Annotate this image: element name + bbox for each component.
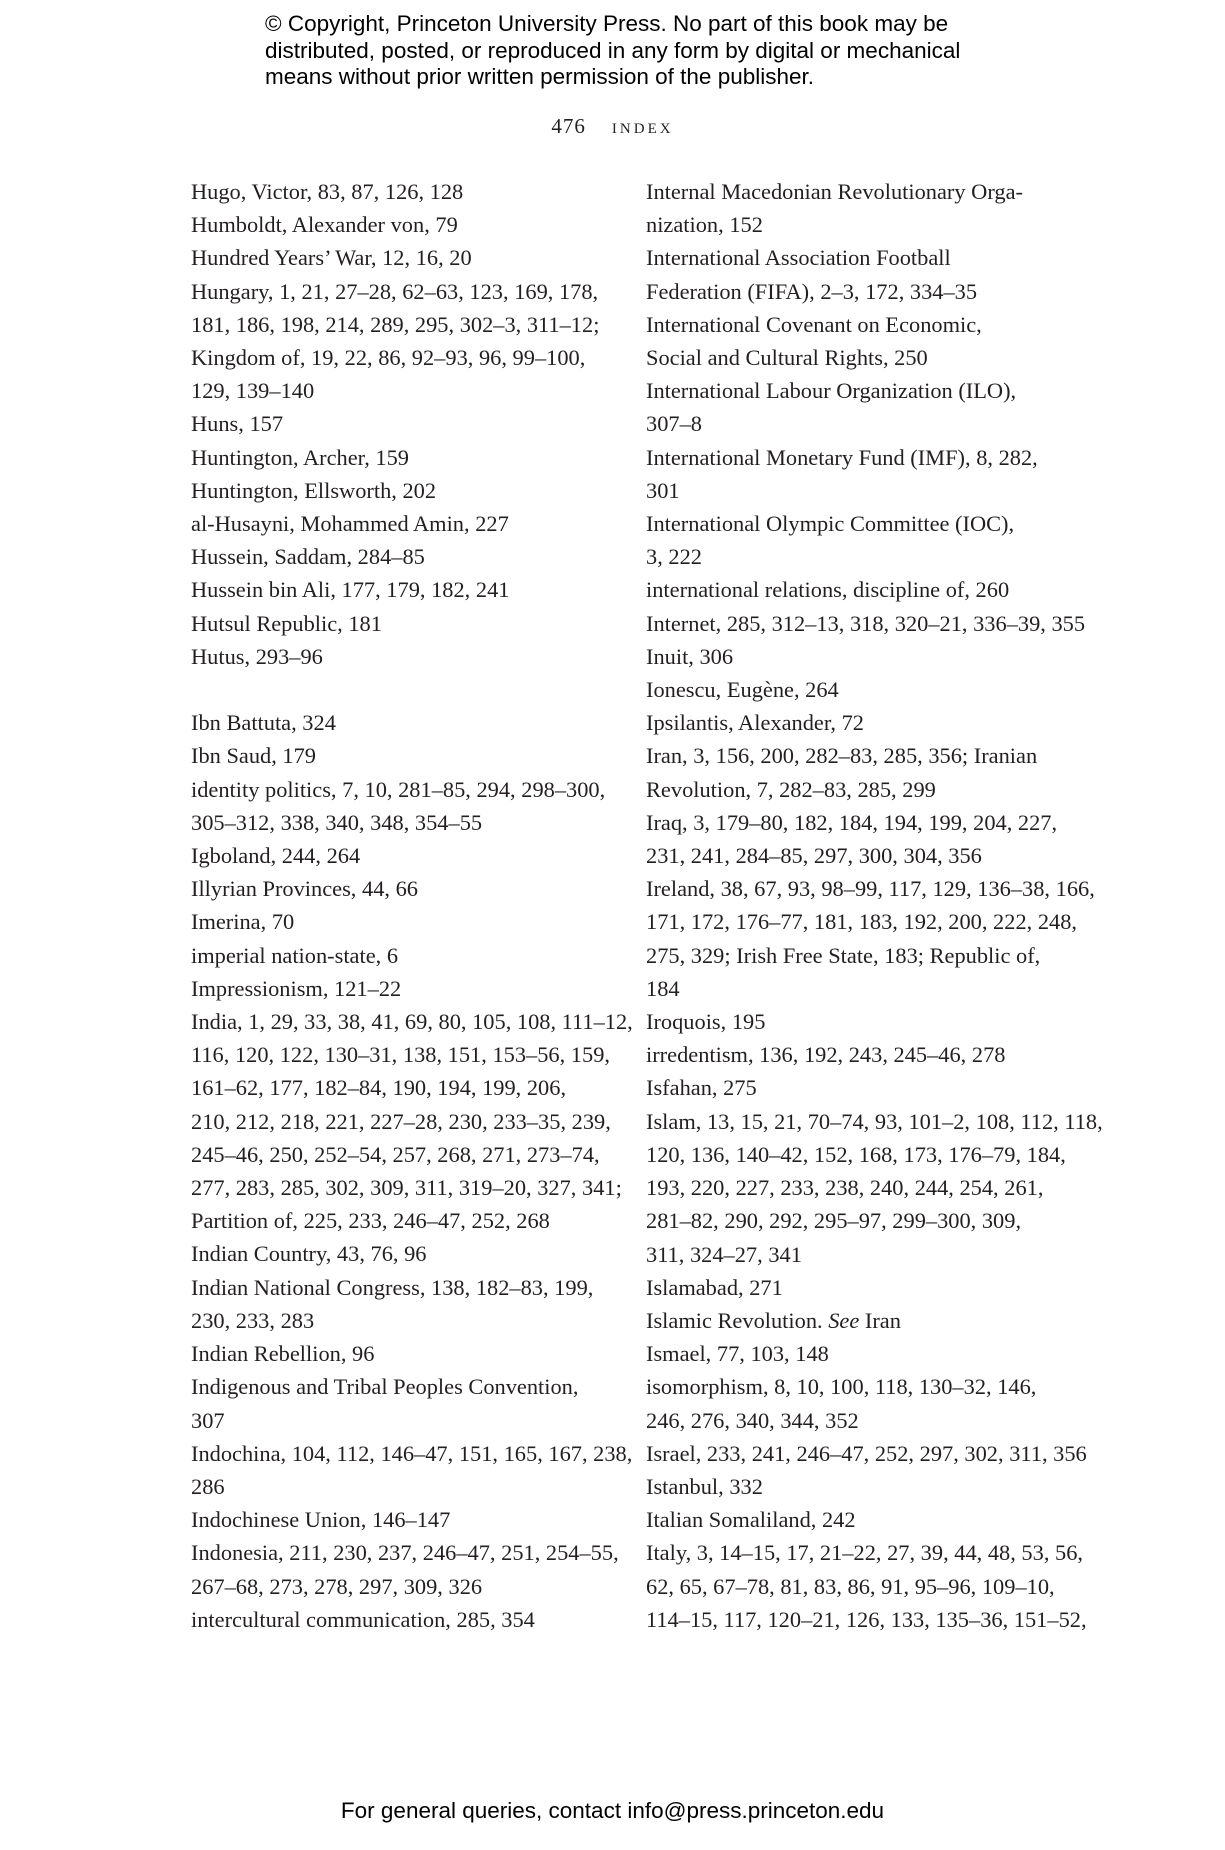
index-entry <box>646 573 1086 606</box>
index-entry-line: Igboland, 244, 264 <box>191 843 361 869</box>
index-entry <box>191 739 611 772</box>
index-entry-line: 281–82, 290, 292, 295–97, 299–300, 309, <box>646 1208 1022 1234</box>
index-entry-line: nization, 152 <box>646 212 763 238</box>
index-entry <box>646 1304 1086 1337</box>
index-entry-line: Indigenous and Tribal Peoples Convention, <box>191 1374 579 1400</box>
index-entry-line: 181, 186, 198, 214, 289, 295, 302–3, 311–12; <box>191 311 600 337</box>
index-entry-line: Ireland, 38, 67, 93, 98–99, 117, 129, 136–38, 166, <box>646 876 1095 902</box>
index-entry-line: Iraq, 3, 179–80, 182, 184, 194, 199, 204, 227, <box>646 809 1058 835</box>
index-entry <box>646 1038 1086 1071</box>
index-entry <box>646 673 1086 706</box>
index-entry-line: 193, 220, 227, 233, 238, 240, 244, 254, 261, <box>646 1175 1044 1201</box>
index-entry <box>191 773 611 839</box>
index-entry-line: Iran, 3, 156, 200, 282–83, 285, 356; Iranian <box>646 743 1038 769</box>
index-entry-line: 114–15, 117, 120–21, 126, 133, 135–36, 151–52, <box>646 1606 1087 1632</box>
copyright-line-3: means without prior written permission of the publisher. <box>265 64 815 89</box>
index-entry-line: Islamic Revolution. See Iran <box>646 1307 901 1333</box>
index-entry-line: international relations, discipline of, 260 <box>646 577 1010 603</box>
index-entry-line: Islamabad, 271 <box>646 1274 783 1300</box>
index-entry-line: Kingdom of, 19, 22, 86, 92–93, 96, 99–100, <box>191 345 586 371</box>
index-entry <box>646 507 1086 573</box>
index-entry <box>191 905 611 938</box>
section-gap <box>191 673 611 706</box>
index-entry <box>191 939 611 972</box>
index-entry-line: 301 <box>646 477 680 503</box>
index-entry-line: Indian Country, 43, 76, 96 <box>191 1241 427 1267</box>
index-entry <box>646 1437 1086 1470</box>
running-head <box>0 114 1225 139</box>
index-entry <box>646 1536 1086 1636</box>
index-entry <box>191 1370 611 1436</box>
index-entry-line: intercultural communication, 285, 354 <box>191 1606 535 1632</box>
index-entry-line: Inuit, 306 <box>646 643 734 669</box>
index-column-right <box>646 175 1103 1636</box>
index-entry-line: Hugo, Victor, 83, 87, 126, 128 <box>191 179 464 204</box>
index-entry <box>191 441 611 474</box>
index-entry-line: irredentism, 136, 192, 243, 245–46, 278 <box>646 1042 1006 1068</box>
index-entry <box>191 275 611 408</box>
index-entry-line: Impressionism, 121–22 <box>191 975 402 1001</box>
index-entry <box>191 1503 611 1536</box>
index-entry-line: Indian National Congress, 138, 182–83, 199, <box>191 1274 594 1300</box>
index-entry <box>646 872 1095 1005</box>
index-entry-line: 286 <box>191 1473 225 1499</box>
footer-contact: For general queries, contact info@press.princeton.edu <box>340 1798 885 1823</box>
index-entry <box>646 241 1086 307</box>
index-entry-line: International Labour Organization (ILO), <box>646 378 1017 404</box>
index-entry <box>646 607 1086 640</box>
index-entry <box>646 1337 1086 1370</box>
index-entry-line: Ibn Battuta, 324 <box>191 710 336 736</box>
index-entry <box>191 706 611 739</box>
index-entry-line: 184 <box>646 975 680 1001</box>
index-entry-line: Indochinese Union, 146–147 <box>191 1507 451 1533</box>
index-entry-line: 210, 212, 218, 221, 227–28, 230, 233–35, 239, <box>191 1108 611 1134</box>
index-entry-line: 129, 139–140 <box>191 378 315 404</box>
index-entry-line: 305–312, 338, 340, 348, 354–55 <box>191 809 483 835</box>
index-entry-line: India, 1, 29, 33, 38, 41, 69, 80, 105, 108, 111–12, <box>191 1009 633 1035</box>
index-entry-line: 3, 222 <box>646 544 702 570</box>
index-entry-line: Indochina, 104, 112, 146–47, 151, 165, 167, 238, <box>191 1440 633 1466</box>
index-entry-line: Indonesia, 211, 230, 237, 246–47, 251, 254–55, <box>191 1540 619 1566</box>
index-entry <box>191 1237 611 1270</box>
index-entry <box>191 175 611 208</box>
index-entry <box>191 1536 619 1602</box>
index-entry-line: imperial nation-state, 6 <box>191 942 399 968</box>
index-entry <box>191 1337 611 1370</box>
index-entry <box>646 441 1086 507</box>
index-entry <box>646 1370 1086 1436</box>
index-entry <box>191 208 611 241</box>
index-entry-line: Indian Rebellion, 96 <box>191 1341 375 1367</box>
index-entry-line: 311, 324–27, 341 <box>646 1241 802 1267</box>
index-entry-line: Huntington, Ellsworth, 202 <box>191 477 437 503</box>
index-entry-line: Islam, 13, 15, 21, 70–74, 93, 101–2, 108, 112, 118, <box>646 1108 1103 1134</box>
index-entry-line: Israel, 233, 241, 246–47, 252, 297, 302, 311, 356 <box>646 1440 1087 1466</box>
index-entry <box>191 474 611 507</box>
index-entry-line: Humboldt, Alexander von, 79 <box>191 212 458 238</box>
index-entry <box>191 507 611 540</box>
index-entry-line: Ipsilantis, Alexander, 72 <box>646 710 864 736</box>
index-entry <box>646 1005 1086 1038</box>
index-entry-line: al-Husayni, Mohammed Amin, 227 <box>191 511 509 537</box>
index-entry <box>646 175 1086 241</box>
index-entry-line: Illyrian Provinces, 44, 66 <box>191 876 418 902</box>
index-entry-line: Federation (FIFA), 2–3, 172, 334–35 <box>646 278 978 304</box>
index-entry-line: Hutsul Republic, 181 <box>191 610 382 636</box>
page-title: index <box>611 114 674 138</box>
copyright-notice <box>265 11 1025 91</box>
page-number: 476 <box>551 114 586 138</box>
index-entry-line: Hutus, 293–96 <box>191 643 323 669</box>
index-entry-line: Hussein, Saddam, 284–85 <box>191 544 425 570</box>
index-entry-line: Revolution, 7, 282–83, 285, 299 <box>646 776 936 802</box>
index-entry <box>646 739 1086 805</box>
index-entry <box>646 1071 1086 1104</box>
index-entry <box>191 1271 611 1337</box>
index-entry <box>646 806 1086 872</box>
index-entry-line: 62, 65, 67–78, 81, 83, 86, 91, 95–96, 109–10, <box>646 1573 1055 1599</box>
index-entry <box>191 839 611 872</box>
index-entry <box>191 872 611 905</box>
index-entry <box>646 1503 1086 1536</box>
index-entry-line: Iroquois, 195 <box>646 1009 766 1035</box>
index-column-left <box>191 175 633 1636</box>
index-entry-line: Internet, 285, 312–13, 318, 320–21, 336–39, 355 <box>646 610 1086 636</box>
index-entry-line: Hungary, 1, 21, 27–28, 62–63, 123, 169, 178, <box>191 278 599 304</box>
index-entry <box>646 1470 1086 1503</box>
index-entry <box>646 706 1086 739</box>
index-entry-line: identity politics, 7, 10, 281–85, 294, 298–300, <box>191 776 606 802</box>
index-entry-line: 307 <box>191 1407 225 1433</box>
index-entry-line: Italy, 3, 14–15, 17, 21–22, 27, 39, 44, 48, 53, 56, <box>646 1540 1084 1566</box>
index-entry <box>191 540 611 573</box>
index-entry <box>646 308 1086 374</box>
index-entry-line: Partition of, 225, 233, 246–47, 252, 268 <box>191 1208 550 1234</box>
index-entry-line: Huns, 157 <box>191 411 284 437</box>
index-entry-line: International Monetary Fund (IMF), 8, 282, <box>646 444 1038 470</box>
index-entry-line: 245–46, 250, 252–54, 257, 268, 271, 273–74, <box>191 1141 600 1167</box>
copyright-line-1: © Copyright, Princeton University Press. No part of this book may be <box>265 11 949 36</box>
index-entry-line: 120, 136, 140–42, 152, 168, 173, 176–79, 184, <box>646 1141 1066 1167</box>
index-entry-line: 171, 172, 176–77, 181, 183, 192, 200, 222, 248, <box>646 909 1078 935</box>
index-entry-line: Imerina, 70 <box>191 909 295 935</box>
index-entry-line: 161–62, 177, 182–84, 190, 194, 199, 206, <box>191 1075 567 1101</box>
index-entry <box>191 640 611 673</box>
index-entry-line: International Covenant on Economic, <box>646 311 982 337</box>
index-entry <box>191 1603 611 1636</box>
index-entry-line: Ibn Saud, 179 <box>191 743 317 769</box>
index-entry <box>191 1437 633 1503</box>
index-entry-line: Hussein bin Ali, 177, 179, 182, 241 <box>191 577 510 603</box>
index-entry-line: Istanbul, 332 <box>646 1473 763 1499</box>
index-entry <box>191 241 611 274</box>
index-entry <box>646 640 1086 673</box>
index-entry-line: Ismael, 77, 103, 148 <box>646 1341 829 1367</box>
index-entry <box>191 573 611 606</box>
index-entry-line: Internal Macedonian Revolutionary Orga- <box>646 179 1023 204</box>
index-entry <box>646 374 1086 440</box>
index-entry <box>191 607 611 640</box>
index-entry-line: Social and Cultural Rights, 250 <box>646 345 928 371</box>
index-entry-line: Ionescu, Eugène, 264 <box>646 677 839 703</box>
index-entry-line: 307–8 <box>646 411 702 437</box>
index-entry <box>646 1271 1086 1304</box>
index-entry-line: 116, 120, 122, 130–31, 138, 151, 153–56, 159, <box>191 1042 610 1068</box>
index-entry-line: Hundred Years’ War, 12, 16, 20 <box>191 245 472 271</box>
index-entry-line: Italian Somaliland, 242 <box>646 1507 856 1533</box>
index-entry-line: Isfahan, 275 <box>646 1075 757 1101</box>
index-entry-line: 246, 276, 340, 344, 352 <box>646 1407 859 1433</box>
copyright-line-2: distributed, posted, or reproduced in any form by digital or mechanical <box>265 37 961 63</box>
index-entry <box>646 1105 1103 1271</box>
index-entry-line: International Association Football <box>646 245 951 271</box>
index-entry-line: 267–68, 273, 278, 297, 309, 326 <box>191 1573 483 1599</box>
index-entry <box>191 1005 633 1237</box>
index-entry <box>191 972 611 1005</box>
index-entry <box>191 407 611 440</box>
index-entry-line: 231, 241, 284–85, 297, 300, 304, 356 <box>646 843 982 869</box>
index-entry-line: 230, 233, 283 <box>191 1307 315 1333</box>
index-entry-line: Huntington, Archer, 159 <box>191 444 410 470</box>
index-entry-line: 275, 329; Irish Free State, 183; Republic of, <box>646 942 1041 968</box>
index-entry-line: 277, 283, 285, 302, 309, 311, 319–20, 327, 341; <box>191 1175 622 1201</box>
index-entry-line: International Olympic Committee (IOC), <box>646 511 1015 537</box>
index-entry-line: isomorphism, 8, 10, 100, 118, 130–32, 146, <box>646 1374 1037 1400</box>
